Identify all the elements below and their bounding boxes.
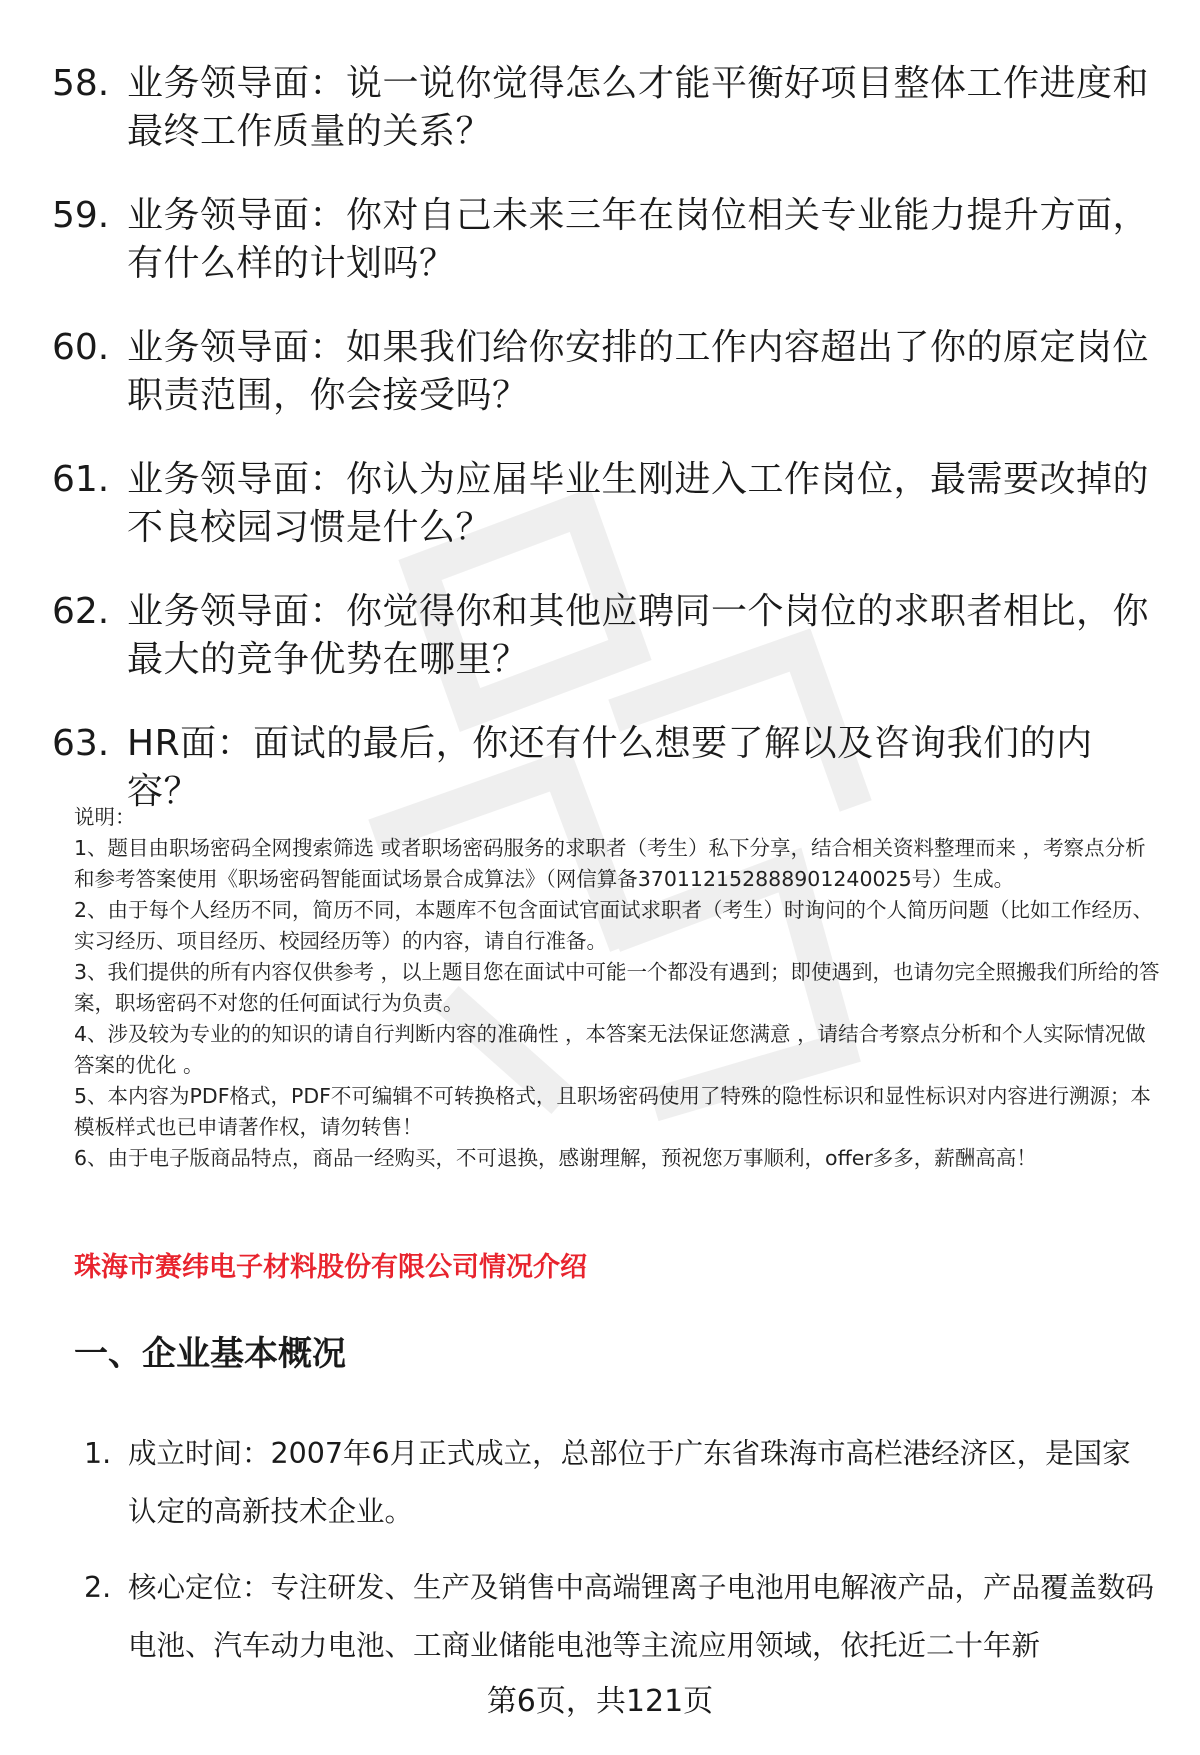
question-text: HR面：面试的最后，你还有什么想要了解以及咨询我们的内容？ <box>127 723 1093 812</box>
page-footer: 第6页，共121页 <box>486 1684 714 1719</box>
section-heading: 一、企业基本概况 <box>74 1334 346 1374</box>
note-item: 1、题目由职场密码全网搜索筛选 或者职场密码服务的求职者（考生）私下分享，结合相关资料整理而来 ，考察点分析和参考答案使用《职场密码智能面试场景合成算法》（网信算备370112152888901240025号）生成。 <box>74 836 1146 891</box>
note-item: 6、由于电子版商品特点，商品一经购买，不可退换，感谢理解，预祝您万事顺利，offer多多，薪酬高高！ <box>74 1146 1037 1170</box>
question-item <box>52 588 1162 684</box>
overview-text: 核心定位：专注研发、生产及销售中高端锂离子电池用电解液产品，产品覆盖数码电池、汽车动力电池、工商业储能电池等主流应用领域，依托近二十年新 <box>128 1571 1155 1662</box>
question-list <box>52 60 1162 852</box>
overview-number: 2. <box>84 1571 112 1604</box>
question-text: 业务领导面：你认为应届毕业生刚进入工作岗位，最需要改掉的不良校园习惯是什么？ <box>127 459 1150 548</box>
question-number: 59. <box>52 195 110 236</box>
overview-list <box>84 1425 1159 1693</box>
overview-item <box>84 1559 1159 1675</box>
question-number: 58. <box>52 63 110 104</box>
question-text: 业务领导面：你觉得你和其他应聘同一个岗位的求职者相比，你最大的竞争优势在哪里？ <box>127 591 1150 680</box>
question-item <box>52 456 1162 552</box>
overview-number: 1. <box>84 1437 112 1470</box>
overview-text: 成立时间：2007年6月正式成立，总部位于广东省珠海市高栏港经济区，是国家认定的高新技术企业。 <box>128 1437 1131 1528</box>
question-text: 业务领导面：说一说你觉得怎么才能平衡好项目整体工作进度和最终工作质量的关系？ <box>127 63 1150 152</box>
note-item: 2、由于每个人经历不同，简历不同，本题库不包含面试官面试求职者（考生）时询问的个人简历问题（比如工作经历、实习经历、项目经历、校园经历等）的内容，请自行准备。 <box>74 898 1154 953</box>
notes-section <box>74 802 1164 1174</box>
overview-item <box>84 1425 1159 1541</box>
notes-heading: 说明： <box>74 805 136 829</box>
question-number: 60. <box>52 327 110 368</box>
note-item: 3、我们提供的所有内容仅供参考 ，以上题目您在面试中可能一个都没有遇到；即使遇到，也请勿完全照搬我们所给的答案，职场密码不对您的任何面试行为负责。 <box>74 960 1160 1015</box>
note-item: 4、涉及较为专业的的知识的请自行判断内容的准确性 ，本答案无法保证您满意 ，请结合考察点分析和个人实际情况做答案的优化 。 <box>74 1022 1146 1077</box>
question-item <box>52 60 1162 156</box>
question-number: 61. <box>52 459 110 500</box>
question-text: 业务领导面：你对自己未来三年在岗位相关专业能力提升方面，有什么样的计划吗？ <box>127 195 1150 284</box>
question-item <box>52 324 1162 420</box>
question-text: 业务领导面：如果我们给你安排的工作内容超出了你的原定岗位职责范围，你会接受吗？ <box>127 327 1150 416</box>
question-number: 63. <box>52 723 110 764</box>
question-number: 62. <box>52 591 110 632</box>
company-title: 珠海市赛纬电子材料股份有限公司情况介绍 <box>74 1252 587 1283</box>
question-item <box>52 192 1162 288</box>
note-item: 5、本内容为PDF格式，PDF不可编辑不可转换格式，且职场密码使用了特殊的隐性标识和显性标识对内容进行溯源；本模板样式也已申请著作权，请勿转售！ <box>74 1084 1151 1139</box>
